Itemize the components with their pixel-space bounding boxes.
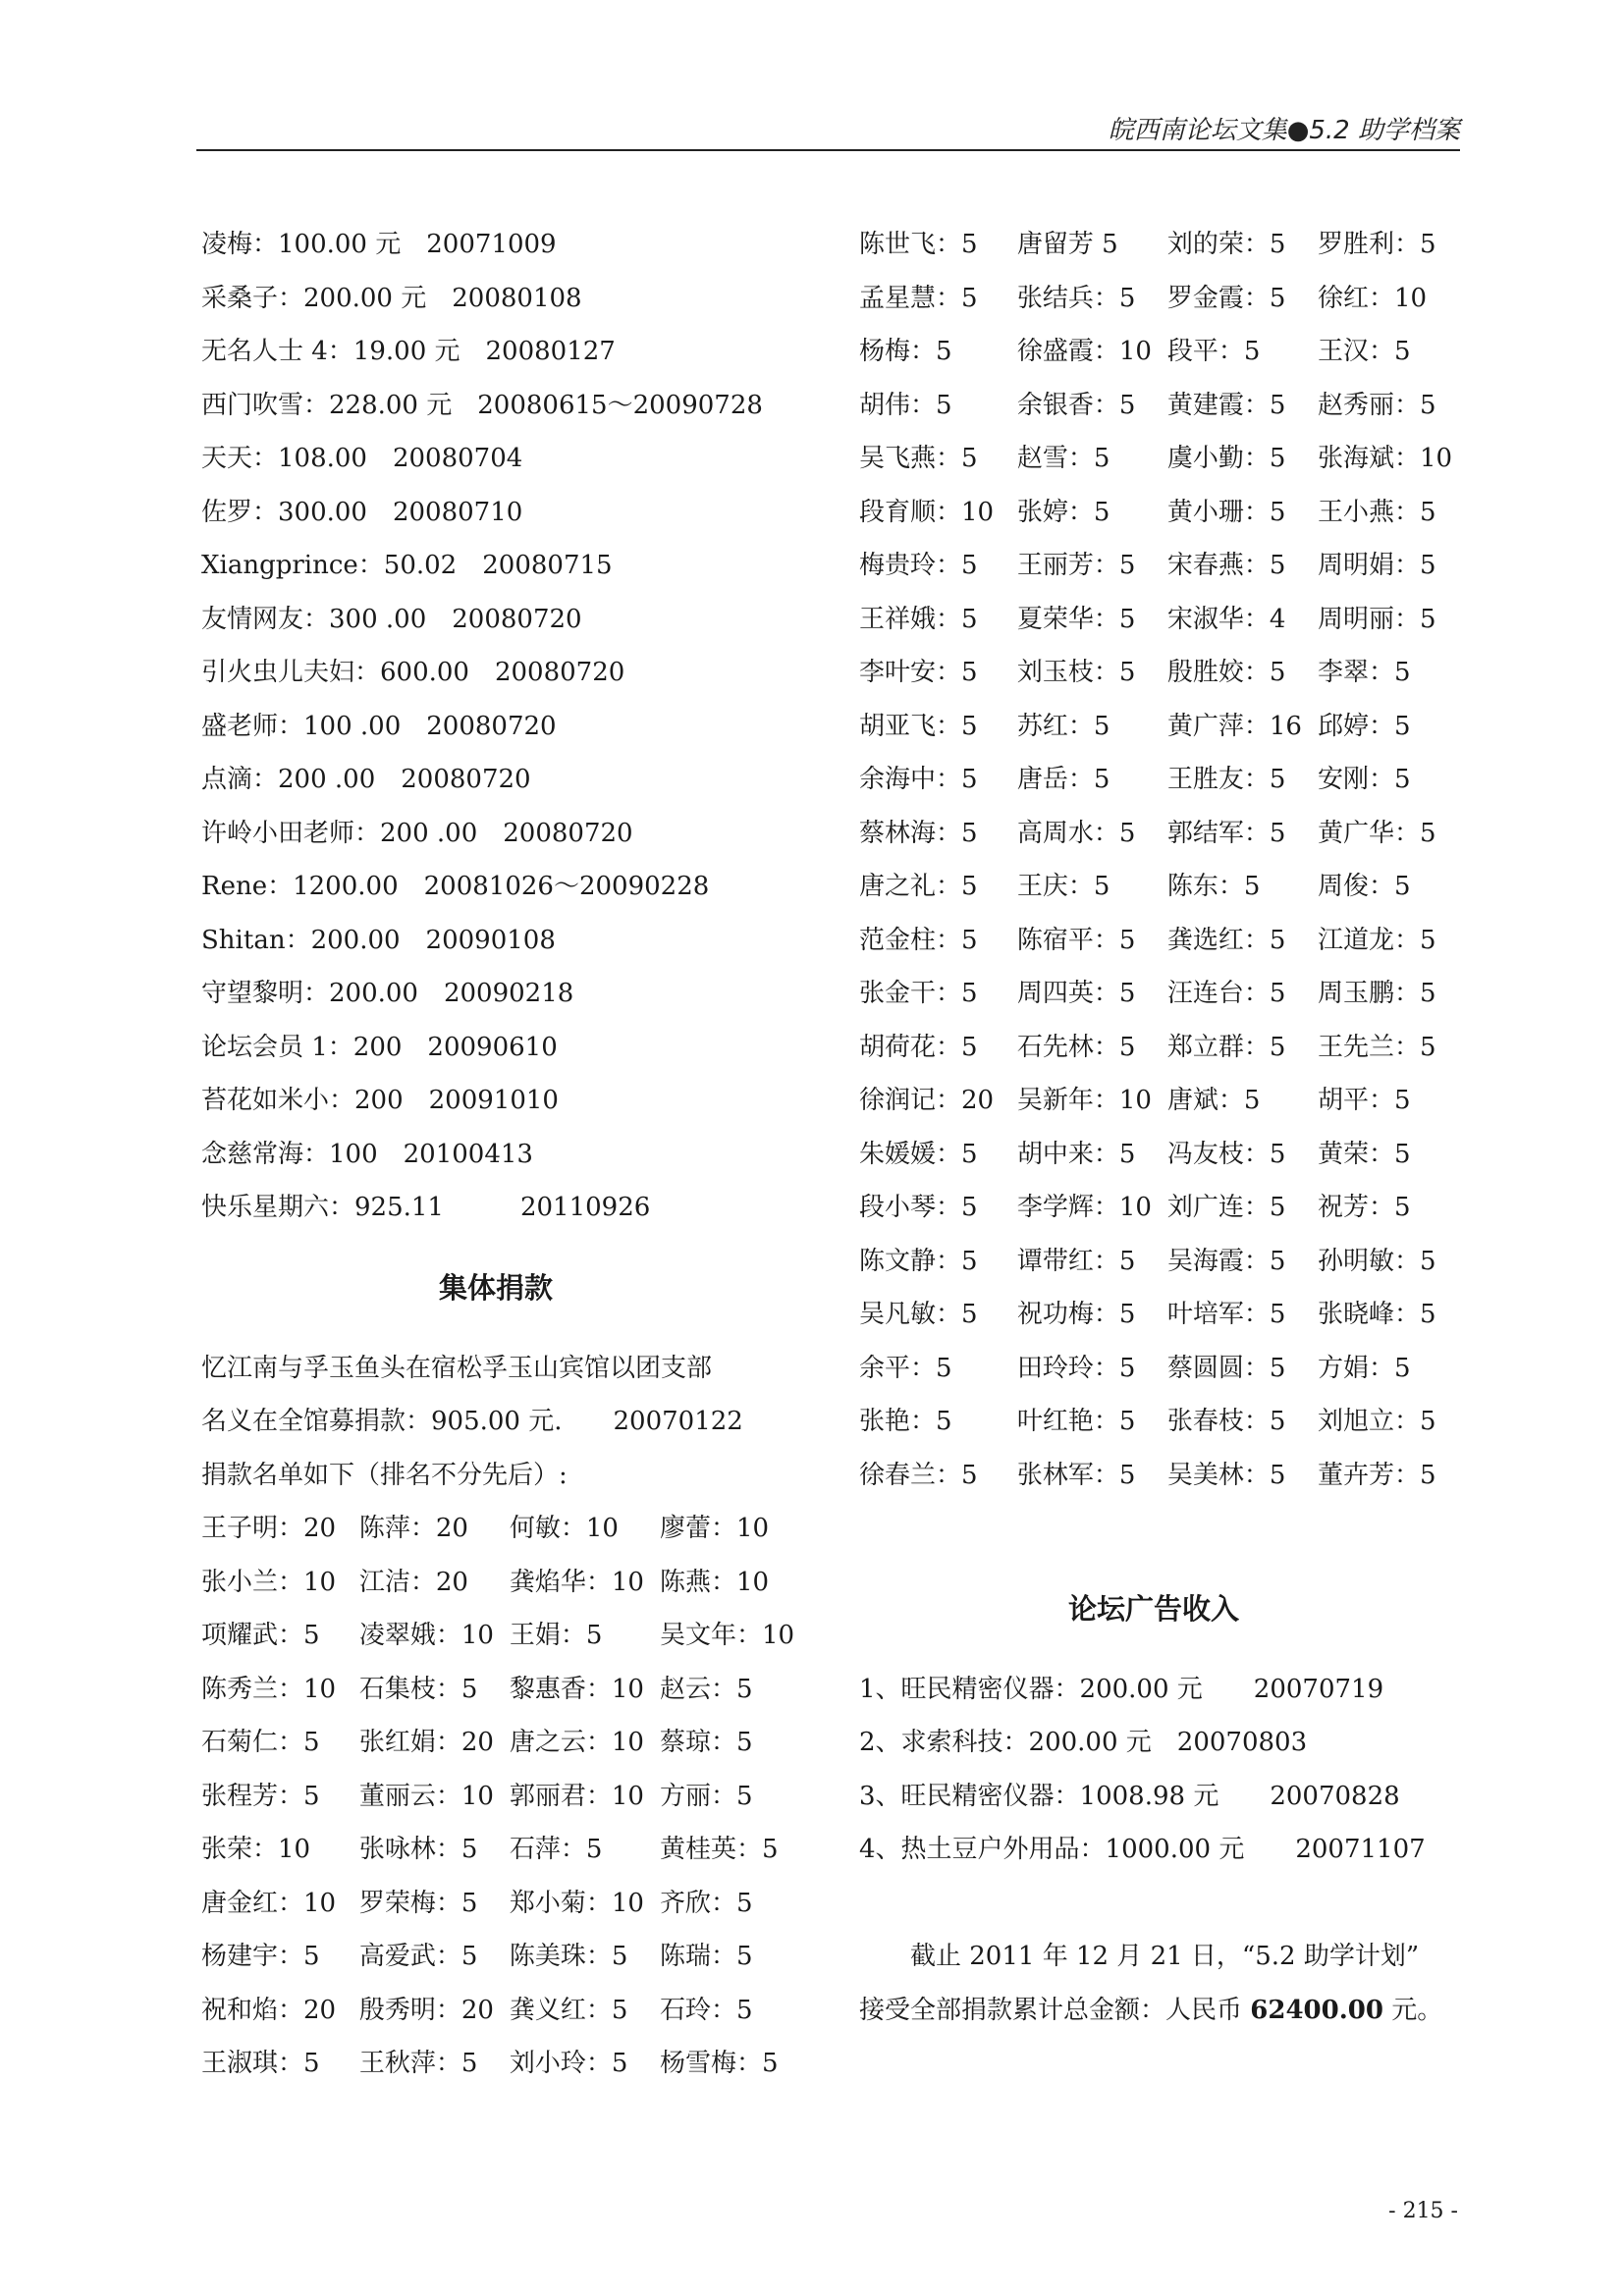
donor-entry: 江道龙：5 [1317, 925, 1436, 955]
donor-entry: 唐之礼：5 [859, 872, 978, 901]
donor-entry: 徐春兰：5 [859, 1460, 978, 1490]
donor-entry: 王子明：20 [201, 1514, 337, 1543]
donor-entry: 黄广萍：16 [1166, 711, 1302, 741]
donor-entry: 张红娟：20 [358, 1728, 494, 1757]
donor-row [201, 1609, 810, 1663]
donor-entry: 张春枝：5 [1166, 1407, 1286, 1436]
donation-entry: 友情网友：300 .00 20080720 [201, 604, 582, 634]
summary-unit: 元。 [1382, 1995, 1443, 2025]
donor-entry: 黄建霞：5 [1166, 390, 1286, 420]
donor-entry: 吴美林：5 [1166, 1460, 1286, 1490]
donor-entry: 张晓峰：5 [1317, 1300, 1436, 1329]
donor-row [859, 1074, 1468, 1128]
donor-row [859, 432, 1468, 486]
donor-entry: 龚选红：5 [1166, 925, 1286, 955]
donor-row [859, 753, 1468, 807]
donor-entry: 周明娟：5 [1317, 551, 1436, 580]
donor-entry: 周俊：5 [1317, 872, 1411, 901]
donor-entry: 刘的荣：5 [1166, 230, 1286, 259]
donation-entry: 凌梅：100.00 元 20071009 [201, 230, 557, 259]
donor-entry: 龚义红：5 [509, 1995, 628, 2025]
donation-entry: Xiangprince：50.02 20080715 [201, 551, 613, 580]
header-rule [196, 149, 1460, 151]
ad-income-entry: 3、旺民精密仪器：1008.98 元 20070828 [859, 1781, 1400, 1811]
donor-entry: 李叶安：5 [859, 658, 978, 687]
donor-row [201, 1663, 810, 1717]
donor-entry: 项耀武：5 [201, 1621, 320, 1650]
donor-row [859, 914, 1468, 968]
donation-entry: 引火虫儿夫妇：600.00 20080720 [201, 658, 625, 687]
donor-entry: 石先林：5 [1016, 1032, 1136, 1062]
donation-entry: 许岭小田老师：200 .00 20080720 [201, 818, 633, 848]
donor-entry: 范金柱：5 [859, 925, 978, 955]
donor-entry: 张咏林：5 [358, 1835, 478, 1864]
individual-donations-list [201, 218, 810, 1235]
donor-entry: 安刚：5 [1317, 765, 1411, 794]
donation-entry: 无名人士 4：19.00 元 20080127 [201, 337, 616, 366]
donor-row [859, 1021, 1468, 1075]
summary-text: 接受全部捐款累计总金额：人民币 [859, 1995, 1251, 2025]
donor-entry: 高周水：5 [1016, 818, 1136, 848]
donor-entry: 胡伟：5 [859, 390, 952, 420]
donation-entry: 盛老师：100 .00 20080720 [201, 711, 557, 741]
donor-entry: 张小兰：10 [201, 1567, 337, 1597]
donor-entry: 陈瑞：5 [659, 1942, 753, 1971]
donor-entry: 王秋萍：5 [358, 2049, 478, 2078]
donation-entry: 西门吹雪：228.00 元 20080615～20090728 [201, 390, 763, 420]
donor-entry: 方娟：5 [1317, 1353, 1411, 1383]
donor-entry: 徐润记：20 [859, 1086, 995, 1115]
donor-row [859, 1181, 1468, 1235]
donation-entry: 天天：108.00 20080704 [201, 444, 523, 473]
donor-entry: 祝芳：5 [1317, 1193, 1411, 1222]
donor-row [859, 486, 1468, 540]
donor-entry: 张婷：5 [1016, 497, 1110, 527]
donor-entry: 何敏：10 [509, 1514, 619, 1543]
donor-row [859, 700, 1468, 754]
donor-entry: 邱婷：5 [1317, 711, 1411, 741]
donor-entry: 张金干：5 [859, 979, 978, 1008]
donor-entry: 苏红：5 [1016, 711, 1110, 741]
donor-entry: 王小燕：5 [1317, 497, 1436, 527]
summary-line1: 截止 2011 年 12 月 21 日，“5.2 助学计划” [910, 1942, 1420, 1971]
donor-entry: 吴新年：10 [1016, 1086, 1152, 1115]
summary-amount: 62400.00 [1250, 1995, 1383, 2025]
donor-entry: 叶培军：5 [1166, 1300, 1286, 1329]
donor-entry: 胡荷花：5 [859, 1032, 978, 1062]
donor-entry: 龚焰华：10 [509, 1567, 644, 1597]
donor-entry: 徐盛霞：10 [1016, 337, 1152, 366]
ad-income-entry: 2、求索科技：200.00 元 20070803 [859, 1728, 1308, 1757]
donor-entry: 宋春燕：5 [1166, 551, 1286, 580]
donor-entry: 李翠：5 [1317, 658, 1411, 687]
donor-entry: 谭带红：5 [1016, 1246, 1136, 1276]
donor-entry: 殷秀明：20 [358, 1995, 494, 2025]
donor-row [859, 218, 1468, 272]
donor-entry: 唐之云：10 [509, 1728, 644, 1757]
ads-list [859, 1663, 1468, 1877]
donor-entry: 陈萍：20 [358, 1514, 468, 1543]
donor-entry: 田玲玲：5 [1016, 1353, 1136, 1383]
donor-entry: 余银香：5 [1016, 390, 1136, 420]
collective-list-title: 捐款名单如下（排名不分先后）: [201, 1460, 568, 1490]
donor-entry: 黄小珊：5 [1166, 497, 1286, 527]
donor-entry: 郭结军：5 [1166, 818, 1286, 848]
donor-row [859, 860, 1468, 914]
donor-entry: 杨雪梅：5 [659, 2049, 779, 2078]
donor-row [201, 1770, 810, 1824]
donor-entry: 虞小勤：5 [1166, 444, 1286, 473]
donor-entry: 段小琴：5 [859, 1193, 978, 1222]
donor-entry: 江洁：20 [358, 1567, 468, 1597]
donor-entry: 李学辉：10 [1016, 1193, 1152, 1222]
donor-entry: 赵秀丽：5 [1317, 390, 1436, 420]
donation-entry: Shitan：200.00 20090108 [201, 925, 556, 955]
donor-entry: 王丽芳：5 [1016, 551, 1136, 580]
donor-entry: 段平：5 [1166, 337, 1261, 366]
donor-row [859, 646, 1468, 700]
donor-entry: 胡中来：5 [1016, 1139, 1136, 1169]
donor-row [859, 379, 1468, 433]
donor-entry: 董丽云：10 [358, 1781, 494, 1811]
donor-entry: 方丽：5 [659, 1781, 753, 1811]
donor-entry: 齐欣：5 [659, 1888, 753, 1918]
donor-entry: 郑小菊：10 [509, 1888, 644, 1918]
donor-row [859, 807, 1468, 861]
donor-entry: 孙明敏：5 [1317, 1246, 1436, 1276]
donor-entry: 张结兵：5 [1016, 283, 1136, 313]
donor-entry: 石菊仁：5 [201, 1728, 320, 1757]
donor-entry: 胡亚飞：5 [859, 711, 978, 741]
donor-row [201, 1877, 810, 1931]
donor-entry: 朱媛媛：5 [859, 1139, 978, 1169]
donor-entry: 陈宿平：5 [1016, 925, 1136, 955]
donor-entry: 唐留芳 5 [1016, 230, 1118, 259]
donor-row [859, 272, 1468, 326]
spacer [859, 1502, 1468, 1556]
left-column [201, 218, 810, 2091]
donor-entry: 廖蕾：10 [659, 1514, 770, 1543]
donor-entry: 石集枝：5 [358, 1674, 478, 1704]
donor-entry: 张程芳：5 [201, 1781, 320, 1811]
donation-entry: 采桑子：200.00 元 20080108 [201, 283, 582, 313]
donor-entry: 陈文静：5 [859, 1246, 978, 1276]
donor-entry: 陈燕：10 [659, 1567, 770, 1597]
donor-entry: 冯友枝：5 [1166, 1139, 1286, 1169]
page-number: - 215 - [1388, 2199, 1458, 2223]
donor-entry: 周四英：5 [1016, 979, 1136, 1008]
donation-entry: 快乐星期六：925.11 20110926 [201, 1193, 651, 1222]
donor-entry: 石玲：5 [659, 1995, 753, 2025]
donor-entry: 刘小玲：5 [509, 2049, 628, 2078]
donor-entry: 郑立群：5 [1166, 1032, 1286, 1062]
donor-entry: 吴飞燕：5 [859, 444, 978, 473]
donation-entry: 论坛会员 1：200 20090610 [201, 1032, 558, 1062]
donor-entry: 唐金红：10 [201, 1888, 337, 1918]
donor-entry: 刘玉枝：5 [1016, 658, 1136, 687]
donation-entry: 佐罗：300.00 20080710 [201, 497, 523, 527]
donor-entry: 董卉芳：5 [1317, 1460, 1436, 1490]
right-column [859, 218, 1468, 2037]
donor-entry: 徐红：10 [1317, 283, 1428, 313]
donor-entry: 王先兰：5 [1317, 1032, 1436, 1062]
donor-entry: 蔡林海：5 [859, 818, 978, 848]
donor-entry: 余海中：5 [859, 765, 978, 794]
donor-entry: 杨梅：5 [859, 337, 952, 366]
donor-row [859, 593, 1468, 647]
donor-entry: 余平：5 [859, 1353, 952, 1383]
donor-entry: 王胜友：5 [1166, 765, 1286, 794]
donor-entry: 凌翠娥：10 [358, 1621, 494, 1650]
donor-row [859, 539, 1468, 593]
donor-entry: 王娟：5 [509, 1621, 603, 1650]
donor-entry: 孟星慧：5 [859, 283, 978, 313]
donor-entry: 罗荣梅：5 [358, 1888, 478, 1918]
donor-entry: 黄桂英：5 [659, 1835, 779, 1864]
donor-row [859, 1449, 1468, 1503]
running-header: 皖西南论坛文集●5.2 助学档案 [1108, 116, 1460, 145]
donor-entry: 蔡圆圆：5 [1166, 1353, 1286, 1383]
donor-entry: 罗胜利：5 [1317, 230, 1436, 259]
donor-entry: 刘广连：5 [1166, 1193, 1286, 1222]
donor-row [201, 1716, 810, 1770]
donor-entry: 张艳：5 [859, 1407, 952, 1436]
donor-row [201, 2037, 810, 2091]
donor-entry: 陈秀兰：10 [201, 1674, 337, 1704]
donor-entry: 高爱武：5 [358, 1942, 478, 1971]
donor-entry: 王祥娥：5 [859, 604, 978, 634]
collective-intro-line1: 忆江南与孚玉鱼头在宿松孚玉山宾馆以团支部 [201, 1353, 713, 1383]
donor-entry: 唐斌：5 [1166, 1086, 1261, 1115]
donor-row [859, 1128, 1468, 1182]
donor-row [859, 1395, 1468, 1449]
donor-row [859, 967, 1468, 1021]
donor-entry: 胡平：5 [1317, 1086, 1411, 1115]
ad-income-entry: 4、热土豆户外用品：1000.00 元 20071107 [859, 1835, 1426, 1864]
summary-paragraph [859, 1930, 1453, 2037]
donor-entry: 吴海霞：5 [1166, 1246, 1286, 1276]
donor-entry: 王庆：5 [1016, 872, 1110, 901]
donor-entry: 张海斌：10 [1317, 444, 1453, 473]
collective-heading: 集体捐款 [438, 1270, 553, 1305]
donor-entry: 张林军：5 [1016, 1460, 1136, 1490]
donor-row [201, 1823, 810, 1877]
donor-entry: 宋淑华：4 [1166, 604, 1286, 634]
ads-heading: 论坛广告收入 [1067, 1591, 1239, 1626]
donation-entry: 苔花如米小：200 20091010 [201, 1086, 559, 1115]
donor-row [859, 1288, 1468, 1342]
donation-entry: 念慈常海：100 20100413 [201, 1139, 533, 1169]
donor-entry: 黄荣：5 [1317, 1139, 1411, 1169]
donation-entry: Rene：1200.00 20081026～20090228 [201, 872, 710, 901]
ad-income-entry: 1、旺民精密仪器：200.00 元 20070719 [859, 1674, 1384, 1704]
donor-row [859, 1342, 1468, 1396]
donation-entry: 守望黎明：200.00 20090218 [201, 979, 574, 1008]
donor-entry: 王淑琪：5 [201, 2049, 320, 2078]
donor-entry: 段育顺：10 [859, 497, 995, 527]
donor-entry: 蔡琼：5 [659, 1728, 753, 1757]
donor-row [859, 1235, 1468, 1289]
donor-entry: 吴文年：10 [659, 1621, 795, 1650]
donor-rows-left [201, 1502, 810, 2091]
donor-entry: 夏荣华：5 [1016, 604, 1136, 634]
donor-rows-right [859, 218, 1468, 1502]
donor-entry: 祝和焰：20 [201, 1995, 337, 2025]
donor-entry: 黎惠香：10 [509, 1674, 644, 1704]
donor-entry: 陈东：5 [1166, 872, 1261, 901]
spacer [859, 1877, 1468, 1931]
donor-row [859, 325, 1468, 379]
donor-entry: 殷胜姣：5 [1166, 658, 1286, 687]
donor-entry: 汪连台：5 [1166, 979, 1286, 1008]
summary-line2 [859, 1984, 1453, 2038]
donor-row [201, 1930, 810, 1984]
donor-entry: 王汉：5 [1317, 337, 1411, 366]
donor-entry: 石萍：5 [509, 1835, 603, 1864]
donor-entry: 张荣：10 [201, 1835, 311, 1864]
donor-entry: 黄广华：5 [1317, 818, 1436, 848]
donor-entry: 祝功梅：5 [1016, 1300, 1136, 1329]
donor-entry: 赵云：5 [659, 1674, 753, 1704]
donor-entry: 罗金霞：5 [1166, 283, 1286, 313]
donor-row [201, 1984, 810, 2038]
donor-entry: 周玉鹏：5 [1317, 979, 1436, 1008]
donor-row [201, 1502, 810, 1556]
donor-entry: 周明丽：5 [1317, 604, 1436, 634]
donor-entry: 陈美珠：5 [509, 1942, 628, 1971]
donor-entry: 唐岳：5 [1016, 765, 1110, 794]
donor-entry: 刘旭立：5 [1317, 1407, 1436, 1436]
donor-entry: 赵雪：5 [1016, 444, 1110, 473]
donor-entry: 叶红艳：5 [1016, 1407, 1136, 1436]
collective-intro-line2: 名义在全馆募捐款：905.00 元. 20070122 [201, 1407, 743, 1436]
donor-entry: 陈世飞：5 [859, 230, 978, 259]
donation-entry: 点滴：200 .00 20080720 [201, 765, 531, 794]
donor-entry: 梅贵玲：5 [859, 551, 978, 580]
donor-entry: 吴凡敏：5 [859, 1300, 978, 1329]
donor-row [201, 1556, 810, 1610]
donor-entry: 杨建宇：5 [201, 1942, 320, 1971]
donor-entry: 郭丽君：10 [509, 1781, 644, 1811]
